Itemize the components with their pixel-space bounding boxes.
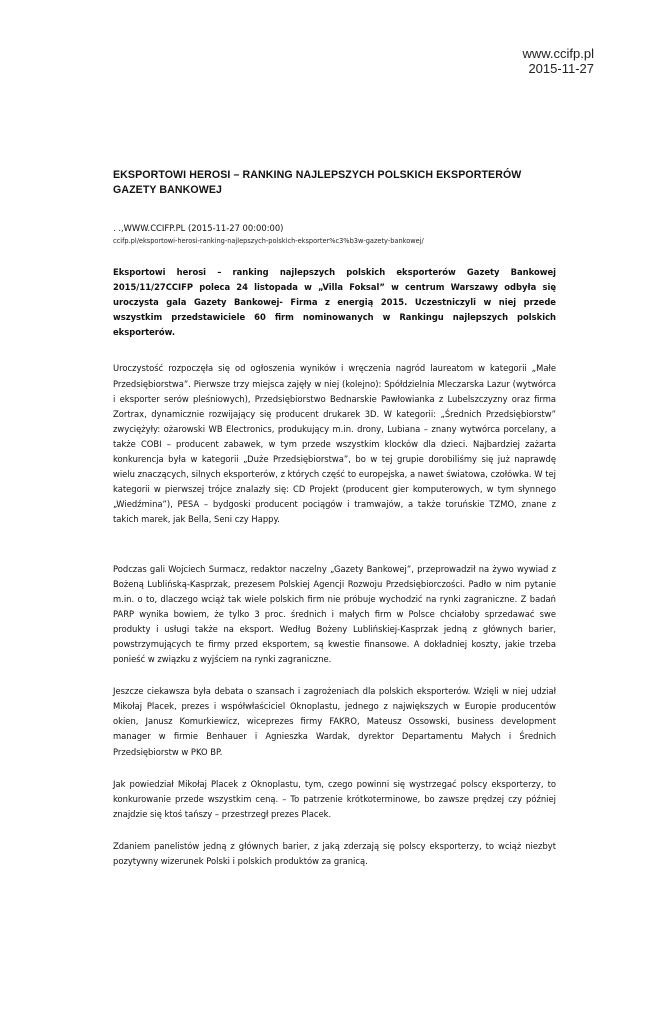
article-lead: Eksportowi herosi – ranking najlepszych polskich eksporterów Gazety Bankowej 2015/11/27CCIFP poleca 24 listopada w „Villa Foksal” w centrum Warszawy odbyła się uroczysta gala Gazety Bankowej- Firma z energią 2015. Uczestniczyli w niej przede wszystkim przedstawiciele 60 firm nominowanych w Rankingu najlepszych polskich eksporterów. [113,267,556,338]
paragraph-4: Jak powiedział Mikołaj Placek z Oknoplastu, tym, czego powinni się wystrzegać polscy eksporterzy, to konkurowanie przede wszystkim ceną. – To patrzenie krótkoterminowe, bo zawsze prędzej czy później znajdzie się ktoś tańszy – przestrzegł prezes Placek. [113,778,556,819]
article-url: ccifp.pl/eksportowi-herosi-ranking-najlepszych-polskich-eksporter%c3%b3w-gazety-bankowej/ [113,237,424,245]
paragraph-5: Zdaniem panelistów jedną z głównych barier, z jaką zderzają się polscy eksporterzy, to wciąż niezbyt pozytywny wizerunek Polski i polskich produktów za granicą. [113,840,556,866]
paragraph-1: Uroczystość rozpoczęła się od ogłoszenia wyników i wręczenia nagród laureatom w kategorii „Małe Przedsiębiorstwa”. Pierwsze trzy miejsca zajęły w niej (kolejno): Spółdzielnia Mleczarska Lazur (wytwórca i eksporter serów pleśniowych), Przedsiębiorstwo Bednarskie Pawłowianka z Lubelszczyzny oraz firma Zortrax, dynamicznie rozwijający się producent drukarek 3D. W kategorii: „Średnich Przedsiębiorstw” zwyciężyły: ożarowski WB Electronics, produkujący m.in. drony, Lubiana – znany wytwórca porcelany, a także COBI – producent zabawek, w tym przede wszystkim klocków dla dzieci. Najbardziej zażarta konkurencja była w kategorii „Duże Przedsiębiorstwa”, bo w tej grupie dorobiliśmy się już naprawdę wielu znaczących, silnych eksporterów, z których część to europejska, a nawet światowa, czołówka. W tej kategorii w pierwszej trójce znalazły się: CD Projekt (producent gier komputerowych, w tym słynnego „Wiedźmina”), PESA – bydgoski producent pociągów i tramwajów, a także toruńskie TZMO, znane z takich marek, jak Bella, Seni czy Happy. [113,363,556,525]
article-title: EKSPORTOWI HEROSI – RANKING NAJLEPSZYCH POLSKICH EKSPORTERÓW GAZETY BANKOWEJ [113,169,522,196]
source-line: . .,WWW.CCIFP.PL (2015-11-27 00:00:00) [113,223,284,233]
paragraph-2: Podczas gali Wojciech Surmacz, redaktor naczelny „Gazety Bankowej”, przeprowadził na żywo wywiad z Bożeną Lublińską-Kasprzak, prezesem Polskiej Agencji Rozwoju Przedsiębiorczości. Padło w nim pytanie m.in. o to, dlaczego wciąż tak wiele polskich firm nie próbuje wychodzić na rynki zagraniczne. Z badań PARP wynika bowiem, że tylko 3 proc. średnich i małych firm w Polsce chciałoby sprzedawać swe produkty i usługi także na eksport. Według Bożeny Lublińskiej-Kasprzak jedną z głównych barier, powstrzymujących te firmy przed eksportem, są kwestie finansowe. A dokładniej koszty, jakie trzeba ponieść w związku z wyjściem na rynki zagraniczne. [113,563,556,665]
header-date: 2015-11-27 [528,61,594,76]
paragraph-3: Jeszcze ciekawsza była debata o szansach i zagrożeniach dla polskich eksporterów. Wzięli w niej udział Mikołaj Placek, prezes i współwłaściciel Oknoplastu, jednego z największych w Europie producentów okien, Janusz Komurkiewicz, wiceprezes firmy FAKRO, Mateusz Ossowski, business development manager w firmie Benhauer i Agnieszka Wardak, dyrektor Departamentu Małych i Średnich Przedsiębiorstw w PKO BP. [113,686,556,757]
page-header [522,46,594,76]
site-name: www.ccifp.pl [522,46,594,61]
article [113,168,556,869]
